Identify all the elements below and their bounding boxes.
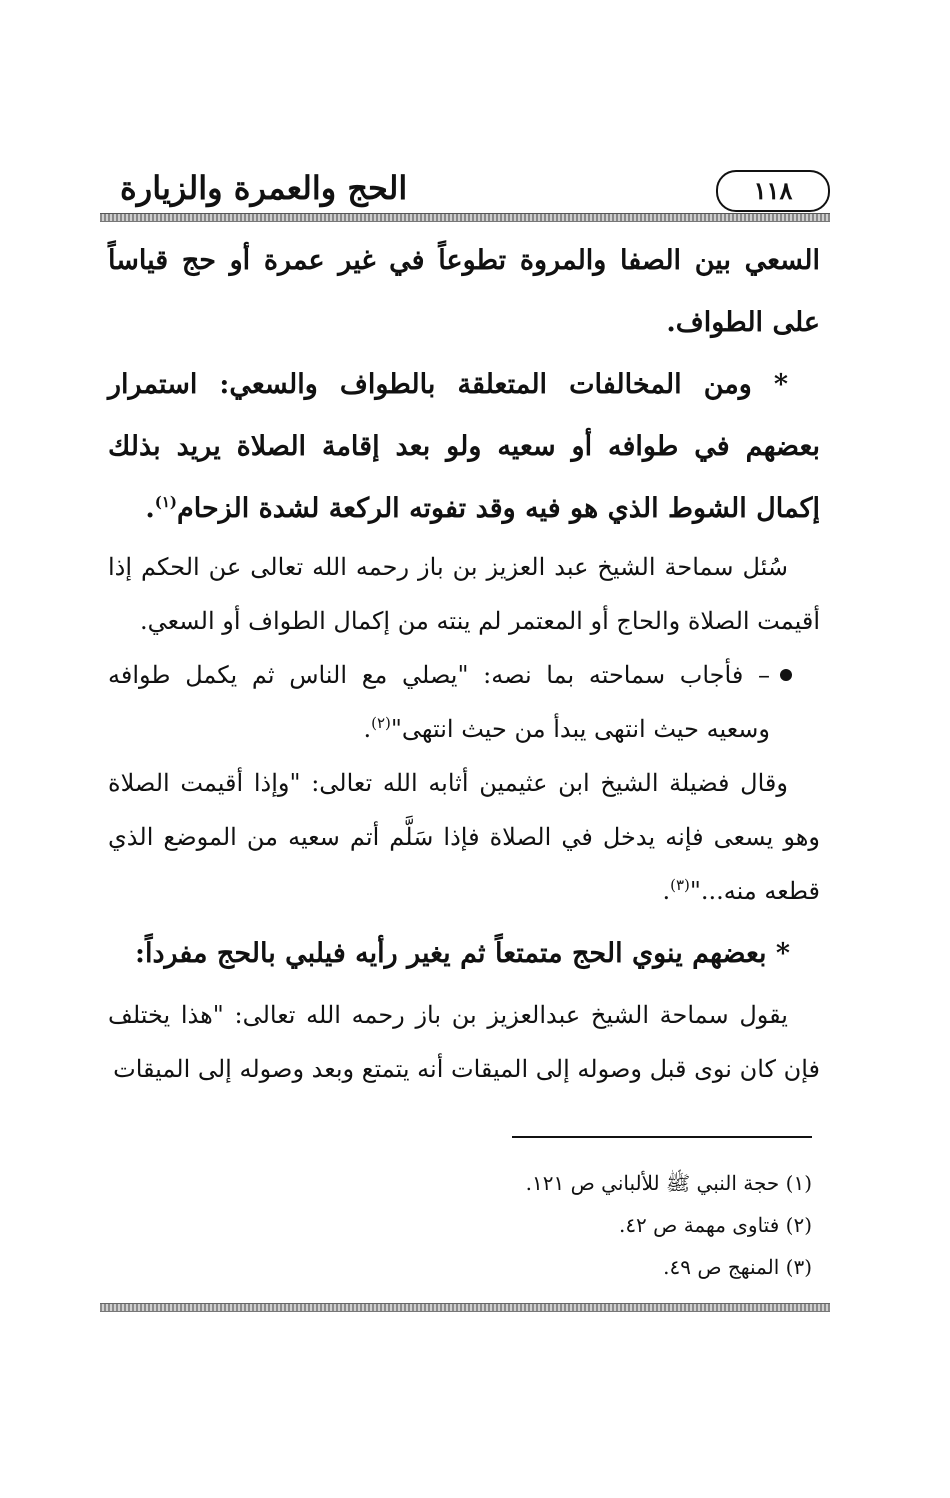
paragraph-5-text: وقال فضيلة الشيخ ابن عثيمين أثابه الله تعالى: "وإذا أقيمت الصلاة وهو يسعى فإنه يدخل في الصلاة فإذا سَلَّم أتم سعيه من الموضع الذي قطعه منه..." (108, 769, 820, 905)
page-header (100, 166, 830, 216)
paragraph-2-end: . (145, 493, 155, 524)
page-number: ١١٨ (716, 170, 830, 212)
paragraph-5 (108, 756, 820, 918)
footer-divider (100, 1303, 830, 1312)
paragraph-1: السعي بين الصفا والمروة تطوعاً في غير عمرة أو حج قياساً على الطواف. (108, 245, 820, 338)
page-body (108, 230, 820, 1096)
footnote-1: (١) حجة النبي ﷺ للألباني ص ١٢١. (525, 1171, 812, 1195)
running-title: الحج والعمرة والزيارة (120, 169, 408, 207)
footnote-ref-1: (١) (154, 493, 177, 511)
footnote-ref-3: (٣) (670, 876, 690, 894)
paragraph-2-text: * ومن المخالفات المتعلقة بالطواف والسعي: استمرار بعضهم في طوافه أو سعيه ولو بعد إقامة الصلاة يريد بذلك إكمال الشوط الذي هو فيه وقد تفوته الركعة لشدة الزحام (108, 369, 820, 524)
paragraph-3: سُئل سماحة الشيخ عبد العزيز بن باز رحمه الله تعالى عن الحكم إذا أقيمت الصلاة والحاج أو المعتمر لم ينته من إكمال الطواف أو السعي. (108, 553, 820, 635)
header-divider (100, 213, 830, 222)
bullet-icon (780, 669, 792, 681)
footnote-3: (٣) المنهج ص ٤٩. (663, 1255, 812, 1279)
footnote-divider (512, 1136, 812, 1138)
section-heading: * بعضهم ينوي الحج متمتعاً ثم يغير رأيه فيلبي بالحج مفرداً: (134, 938, 790, 969)
paragraph-2 (108, 354, 820, 540)
bullet-item (108, 648, 820, 756)
footnote-2: (٢) فتاوى مهمة ص ٤٢. (618, 1213, 812, 1237)
paragraph-5-end: . (662, 877, 671, 905)
paragraph-4 (108, 648, 770, 756)
paragraph-4-end: . (363, 715, 372, 743)
paragraph-6: يقول سماحة الشيخ عبدالعزيز بن باز رحمه الله تعالى: "هذا يختلف فإن كان نوى قبل وصوله إلى الميقات أنه يتمتع وبعد وصوله إلى الميقات (108, 1001, 820, 1083)
paragraph-4-text: – فأجاب سماحته بما نصه: "يصلي مع الناس ثم يكمل طوافه وسعيه حيث انتهى يبدأ من حيث انتهى" (108, 661, 770, 743)
footnote-ref-2: (٢) (371, 714, 391, 732)
footnotes (312, 1162, 812, 1288)
